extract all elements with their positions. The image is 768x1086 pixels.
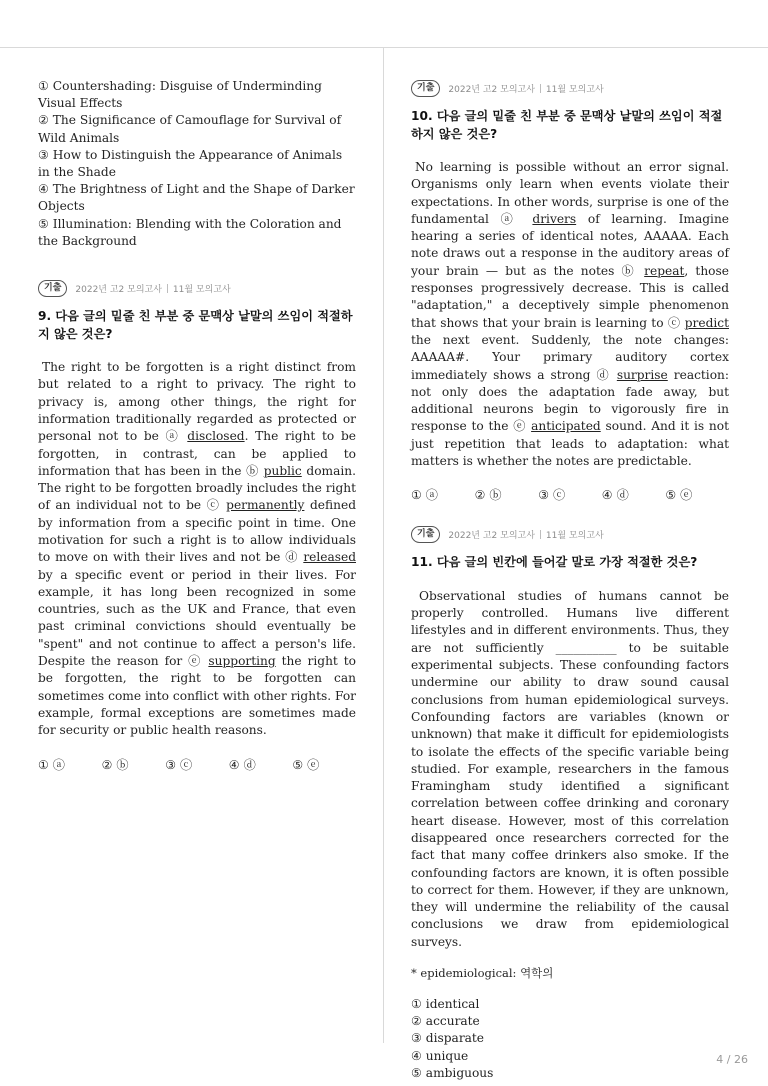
q11-block bbox=[411, 524, 729, 1082]
q9-passage-text: by a specific event or period in their lives. For example, it has long been recognized in some countries, such as the UK and France, that even past criminal convictions should eventually be "spent" and not continue to affect a person's life. Despite the reason for ⓔ bbox=[38, 567, 356, 669]
q11-footnote: * epidemiological: 역학의 bbox=[411, 966, 554, 981]
q10-tag-separator bbox=[540, 84, 541, 93]
q9-block bbox=[38, 278, 356, 774]
q9-underline-b: public bbox=[263, 463, 302, 478]
q8-option-1: ① Countershading: Disguise of Underminding Visual Effects bbox=[38, 79, 322, 111]
q10-underline-d: surprise bbox=[616, 367, 668, 382]
q10-passage-text: No learning is possible without an error signal. Organisms only learn when events violate their expectations. In other words, surprise is one of the fundamental ⓐ bbox=[411, 160, 729, 226]
page-number: 4 / 26 bbox=[716, 1053, 748, 1066]
q9-tag-row bbox=[38, 278, 356, 298]
q11-title: 11. 다음 글의 빈칸에 들어갈 말로 가장 적절한 것은? bbox=[411, 555, 698, 570]
q9-underline-a: disclosed bbox=[187, 429, 245, 444]
q10-answer-1[interactable]: ① ⓐ bbox=[411, 488, 438, 503]
q11-tag-badge: 기출 bbox=[411, 526, 440, 543]
column-divider bbox=[383, 48, 384, 1043]
q9-passage-text: the right to be forgotten, the right to be forgotten can sometimes come into conflict with other rights. For example, formal exceptions are sometimes made for security or public health reasons. bbox=[38, 654, 356, 738]
q9-passage-paragraph bbox=[38, 359, 356, 740]
q10-title: 10. 다음 글의 밑줄 친 부분 중 문맥상 낱말의 쓰임이 적절하지 않은 것은? bbox=[411, 109, 723, 141]
q10-passage-text: , those responses progressively decrease. This is called "adaptation," a deceptively simple phenomenon that shows that your brain is learning to ⓒ bbox=[411, 263, 729, 330]
q11-exam-month: 11월 모의고사 bbox=[545, 530, 604, 541]
q9-underline-e: supporting bbox=[208, 654, 276, 669]
q11-tag-separator bbox=[540, 530, 541, 539]
q9-passage-text: . The right to be forgotten, in contrast, can be applied to information that has been in the ⓑ bbox=[38, 429, 356, 478]
q10-passage-text: reaction: not only does the adaptation fade away, but additional neurons begin to vigorously fire in response to the ⓔ bbox=[411, 367, 729, 434]
q10-passage-text: sound. And it is not just repetition that leads to adaptation: what matters is whether the notes are predictable. bbox=[411, 419, 729, 469]
q9-exam-year: 2022년 고2 모의고사 bbox=[75, 284, 162, 295]
q10-passage-text: of learning. Imagine hearing a series of identical notes, AAAAA. Each note draws out a response in the auditory areas of your brain — but as the notes ⓑ bbox=[411, 211, 729, 278]
q11-option-3[interactable]: ③ disparate bbox=[411, 1031, 485, 1046]
q8-option-2: ② The Significance of Camouflage for Survival of Wild Animals bbox=[38, 113, 342, 145]
q11-exam-year: 2022년 고2 모의고사 bbox=[448, 530, 535, 541]
q10-underline-b: repeat bbox=[644, 263, 685, 278]
q10-answer-choices bbox=[411, 487, 729, 504]
q10-exam-month: 11월 모의고사 bbox=[545, 84, 604, 95]
q10-answer-2[interactable]: ② ⓑ bbox=[474, 488, 502, 503]
q10-passage bbox=[411, 159, 729, 470]
right-column bbox=[411, 78, 729, 1082]
q10-underline-c: predict bbox=[684, 315, 729, 330]
header-rule bbox=[0, 47, 768, 48]
q11-option-2[interactable]: ② accurate bbox=[411, 1014, 480, 1029]
q10-exam-year: 2022년 고2 모의고사 bbox=[448, 84, 535, 95]
q9-exam-month: 11월 모의고사 bbox=[172, 284, 231, 295]
q10-answer-5[interactable]: ⑤ ⓔ bbox=[665, 488, 693, 503]
q9-underline-c: permanently bbox=[226, 498, 305, 513]
q9-answer-3[interactable]: ③ ⓒ bbox=[165, 757, 193, 772]
q11-option-1[interactable]: ① identical bbox=[411, 997, 480, 1012]
q11-passage-text: Observational studies of humans cannot be properly controlled. Humans live different lifestyles and in different environments. Thus, they are not sufficiently __________ to be suitable experimental subjects. These confounding factors undermine our ability to draw sound causal conclusions from human epidemiological surveys. Confounding factors are variables (known or unknown) that make it difficult for epidemiologists to isolate the effects of the specific variable being studied. For example, researchers in the famous Framingham study identified a significant correlation between coffee drinking and coronary heart disease. However, most of this correlation disappeared once researchers corrected for the fact that many coffee drinkers also smoke. If the confounding factors are known, it is often possible to correct for them. However, if they are unknown, they will undermine the reliability of the causal conclusions we draw from epidemiological surveys. bbox=[411, 588, 729, 949]
q9-answer-choices bbox=[38, 757, 356, 774]
q9-passage bbox=[38, 359, 356, 740]
q9-answer-2[interactable]: ② ⓑ bbox=[101, 757, 129, 772]
q11-tag-row bbox=[411, 524, 729, 544]
q10-tag-badge: 기출 bbox=[411, 80, 440, 97]
q9-title: 9. 다음 글의 밑줄 친 부분 중 문맥상 낱말의 쓰임이 적절하지 않은 것은? bbox=[38, 309, 353, 341]
q11-option-5[interactable]: ⑤ ambiguous bbox=[411, 1065, 494, 1080]
q9-tag-badge: 기출 bbox=[38, 280, 67, 297]
q10-tag-row bbox=[411, 78, 729, 98]
q8-options bbox=[38, 78, 356, 250]
q10-passage-paragraph bbox=[411, 159, 729, 470]
q8-option-4: ④ The Brightness of Light and the Shape of Darker Objects bbox=[38, 182, 355, 214]
q9-passage-text: defined by information from a specific point in time. One motivation for such a right is to allow individuals to move on with their lives and not be ⓓ bbox=[38, 498, 356, 565]
q11-option-4[interactable]: ④ unique bbox=[411, 1048, 469, 1063]
left-column bbox=[38, 78, 356, 774]
q10-underline-e: anticipated bbox=[531, 419, 601, 434]
q9-passage-text: The right to be forgotten is a right distinct from but related to a right to privacy. The right to privacy is, among other things, the right for information traditionally regarded as protected or personal not to be ⓐ bbox=[38, 360, 356, 444]
q9-underline-d: released bbox=[303, 550, 356, 565]
q9-tag-separator bbox=[167, 284, 168, 293]
q11-options bbox=[411, 996, 729, 1082]
q10-passage-text: the next event. Suddenly, the note changes: AAAAA#. Your primary auditory cortex immediately shows a strong ⓓ bbox=[411, 332, 729, 382]
q11-passage bbox=[411, 588, 729, 951]
q10-answer-3[interactable]: ③ ⓒ bbox=[538, 488, 566, 503]
q10-underline-a: drivers bbox=[532, 211, 577, 226]
q10-answer-4[interactable]: ④ ⓓ bbox=[601, 488, 629, 503]
q9-answer-5[interactable]: ⑤ ⓔ bbox=[292, 757, 320, 772]
q8-option-5: ⑤ Illumination: Blending with the Coloration and the Background bbox=[38, 216, 342, 248]
q9-answer-1[interactable]: ① ⓐ bbox=[38, 757, 65, 772]
q10-block bbox=[411, 78, 729, 504]
q9-passage-text: domain. The right to be forgotten broadly includes the right of an individual not to be ⓒ bbox=[38, 463, 357, 513]
q8-option-3: ③ How to Distinguish the Appearance of Animals in the Shade bbox=[38, 147, 343, 180]
q9-answer-4[interactable]: ④ ⓓ bbox=[228, 757, 256, 772]
